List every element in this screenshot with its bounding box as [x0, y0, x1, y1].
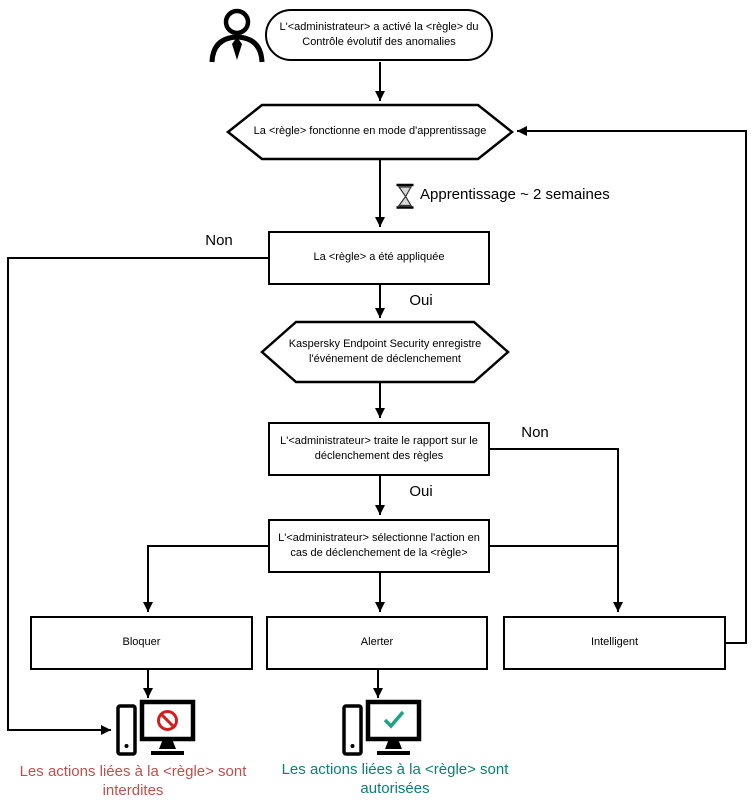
node-kes-event — [280, 322, 490, 382]
node-admin-action-line1: L'<administrateur> sélectionne l'action en — [278, 531, 480, 544]
node-admin-report-line2: déclenchement des règles — [314, 450, 444, 462]
node-smart-label: Intelligent — [590, 636, 639, 649]
node-admin-action-line2: cas de déclenchement de la <règle> — [290, 547, 468, 559]
node-kes-event-line1: Kaspersky Endpoint Security enregistre — [288, 337, 482, 350]
hourglass-icon — [397, 185, 414, 208]
caption-forbidden — [0, 763, 266, 801]
edge-label-learning-duration: Apprentissage ~ 2 semaines — [420, 186, 610, 203]
node-alert-label: Alerter — [360, 636, 394, 649]
caption-forbidden-line2: interdites — [102, 781, 164, 799]
node-block-label: Bloquer — [122, 636, 161, 649]
node-start-line2: Contrôle évolutif des anomalies — [302, 36, 456, 48]
node-learning-mode — [252, 105, 488, 159]
caption-allowed-line2: autorisées — [360, 779, 430, 797]
computer-allowed-icon — [344, 702, 419, 755]
person-icon — [212, 11, 262, 62]
caption-allowed — [262, 761, 528, 799]
caption-allowed-line1: Les actions liées à la <règle> sont — [281, 761, 509, 778]
node-admin-report — [268, 422, 490, 476]
edge-label-oui-1: Oui — [409, 292, 433, 309]
caption-forbidden-line1: Les actions liées à la <règle> sont — [19, 763, 247, 780]
node-block — [30, 616, 253, 670]
node-admin-report-line1: L'<administrateur> traite le rapport sur le — [280, 434, 478, 447]
node-start-line1: L'<administrateur> a activé la <règle> du — [279, 20, 479, 33]
edge-label-oui-2: Oui — [409, 483, 433, 500]
node-learning-mode-line1: La <règle> fonctionne en mode d'apprentissage — [253, 125, 487, 138]
node-smart — [503, 616, 726, 670]
node-rule-applied — [268, 231, 490, 285]
edge-smart-feedback-to-learning — [517, 131, 746, 643]
edge-action-to-block — [148, 546, 268, 612]
node-alert — [266, 616, 488, 670]
node-rule-applied-line1: La <règle> a été appliquée — [313, 251, 445, 264]
edge-label-non-2: Non — [521, 424, 549, 441]
node-admin-action — [268, 519, 490, 573]
node-start — [265, 9, 493, 61]
edge-label-non-1: Non — [205, 232, 233, 249]
node-kes-event-line2: l'événement de déclenchement — [309, 353, 461, 365]
computer-blocked-icon — [118, 702, 193, 755]
edge-report-non-to-smart — [490, 449, 618, 612]
